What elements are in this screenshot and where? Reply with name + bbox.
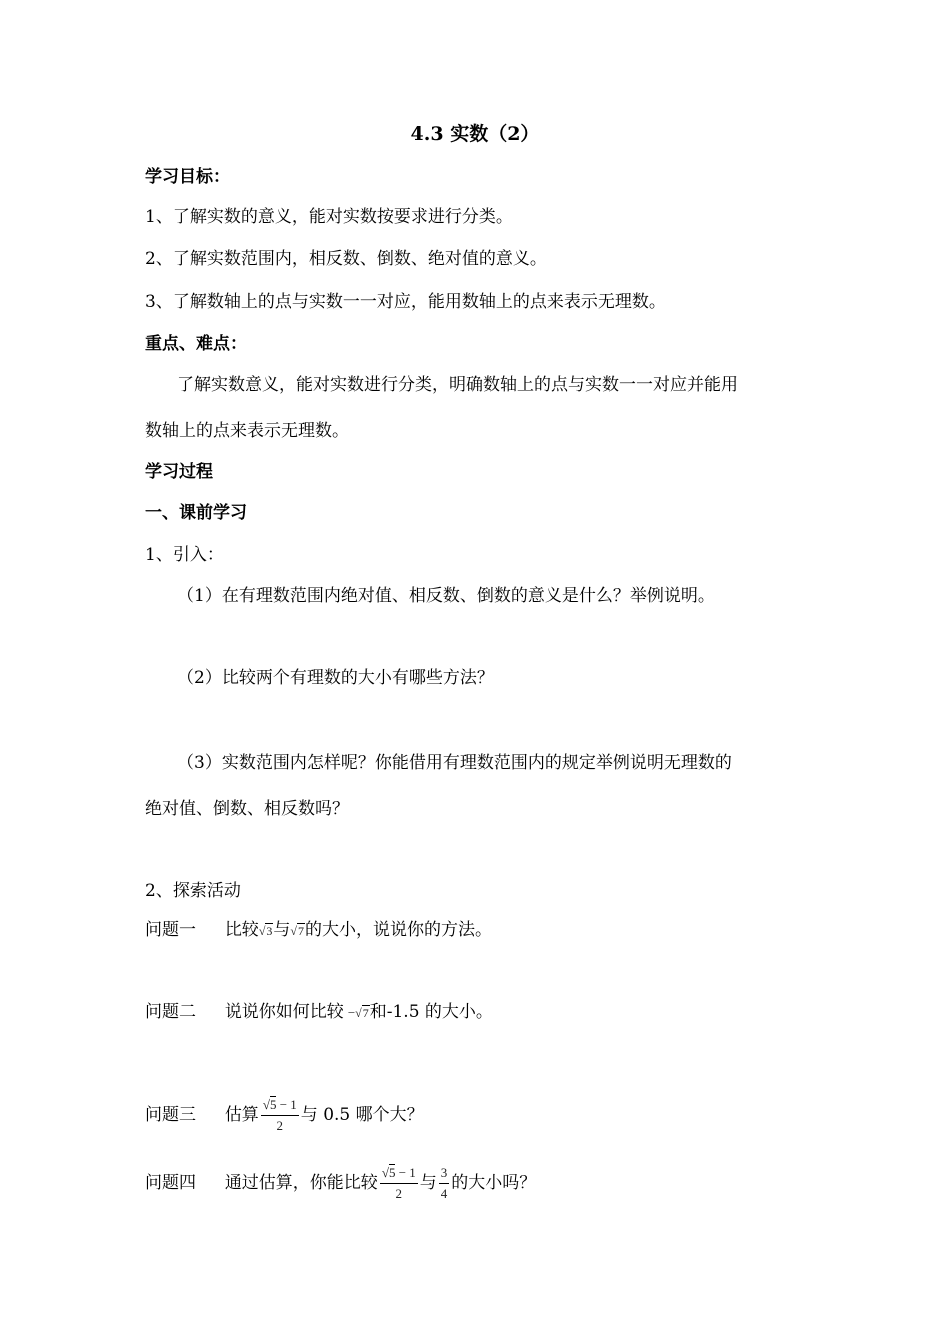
- intro-label: 1、引入：: [145, 545, 224, 565]
- problem-4: [145, 1161, 536, 1205]
- question-3-line-1: （3）实数范围内怎样呢？你能借用有理数范围内的规定举例说明无理数的: [177, 753, 732, 773]
- question-2: （2）比较两个有理数的大小有哪些方法？: [177, 668, 494, 688]
- fraction-sqrt5-minus-1-over-2: $\frac{√5 - 1}{2}$: [262, 1097, 297, 1133]
- process-heading: 学习过程: [145, 462, 213, 482]
- sqrt-3: √3: [258, 924, 273, 938]
- question-3-line-2: 绝对值、倒数、相反数吗？: [145, 799, 349, 819]
- problem-2-text-a: 说说你如何比较: [224, 1002, 344, 1022]
- problem-4-text-b: 与: [419, 1173, 437, 1193]
- explore-label: 2、探索活动: [145, 881, 241, 901]
- problem-3-label: 问题三: [145, 1105, 196, 1125]
- problem-2-text-b: 和-1.5 的大小。: [369, 1002, 493, 1022]
- sqrt-7: √7: [290, 924, 304, 938]
- problem-1: [145, 918, 492, 943]
- problem-4-label: 问题四: [145, 1173, 196, 1193]
- problem-3-text-b: 与 0.5 哪个大？: [300, 1105, 424, 1125]
- sqrt-7-neg: √7: [355, 1006, 369, 1020]
- question-1: （1）在有理数范围内绝对值、相反数、倒数的意义是什么？举例说明。: [177, 586, 715, 606]
- neg-sign: −: [347, 1005, 356, 1020]
- objective-item-3: 3、了解数轴上的点与实数一一对应，能用数轴上的点来表示无理数。: [145, 292, 666, 312]
- problem-1-text-c: 的大小，说说你的方法。: [305, 920, 492, 940]
- problem-2-label: 问题二: [145, 1002, 196, 1022]
- problem-3-text-a: 估算: [224, 1105, 259, 1125]
- problem-1-label: 问题一: [145, 920, 196, 940]
- objective-item-1: 1、了解实数的意义，能对实数按要求进行分类。: [145, 207, 513, 227]
- page-title: 4.3 实数（2）: [410, 123, 540, 145]
- fraction-3-over-4: $\frac{3}{4}$: [440, 1165, 448, 1201]
- objectives-heading: 学习目标：: [145, 167, 230, 187]
- problem-3: [145, 1093, 424, 1137]
- section-1-heading: 一、课前学习: [145, 503, 247, 523]
- problem-1-text-b: 与: [273, 920, 291, 940]
- key-points-line-2: 数轴上的点来表示无理数。: [145, 421, 349, 441]
- problem-4-text-a: 通过估算，你能比较: [224, 1173, 378, 1193]
- problem-2: [145, 1000, 493, 1025]
- problem-1-text-a: 比较: [224, 920, 259, 940]
- key-points-line-1: 了解实数意义，能对实数进行分类，明确数轴上的点与实数一一对应并能用: [177, 375, 738, 395]
- objective-item-2: 2、了解实数范围内，相反数、倒数、绝对值的意义。: [145, 249, 547, 269]
- problem-4-text-c: 的大小吗？: [451, 1173, 537, 1193]
- key-points-heading: 重点、难点：: [145, 334, 247, 354]
- fraction-sqrt5-minus-1-over-2-b: $\frac{√5 - 1}{2}$: [381, 1165, 416, 1201]
